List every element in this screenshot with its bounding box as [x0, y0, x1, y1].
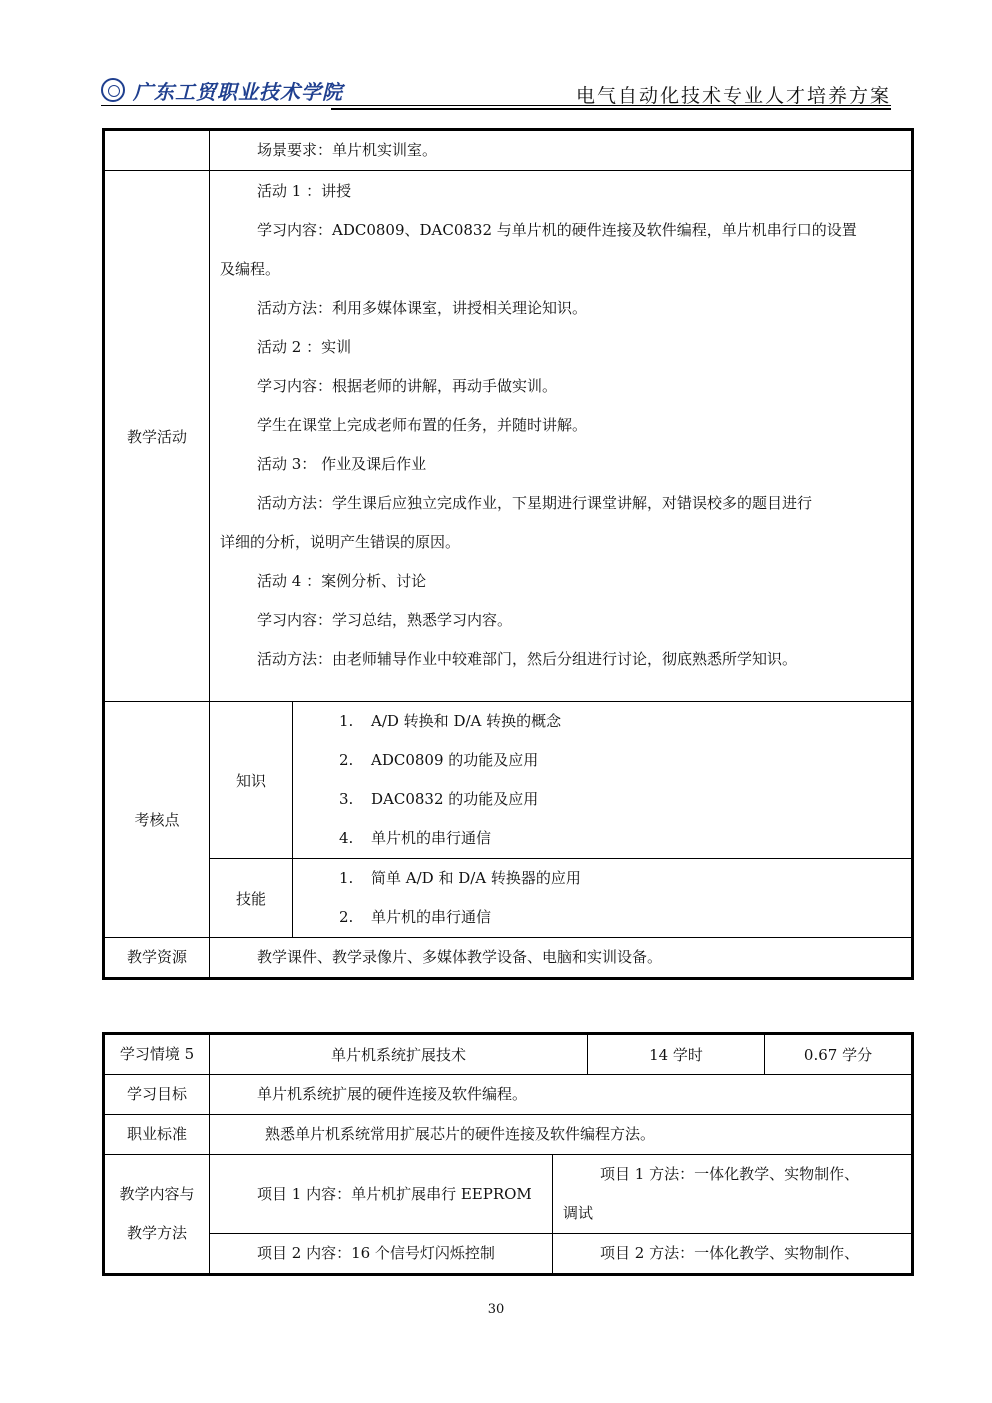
list-item: 1. 简单 A/D 和 D/A 转换器的应用 — [339, 869, 581, 887]
activity-line: 学生在课堂上完成老师布置的任务，并随时讲解。 — [257, 416, 588, 434]
list-item: 2. 单片机的串行通信 — [339, 908, 492, 926]
scene-label-cell — [104, 130, 210, 171]
list-item: 3. DAC0832 的功能及应用 — [339, 790, 539, 808]
item1-method: 项目 1 方法：一体化教学、实物制作、 调试 — [553, 1155, 913, 1234]
hours: 14 学时 — [588, 1034, 765, 1075]
situation-name: 单片机系统扩展技术 — [210, 1034, 588, 1075]
activity-line: 学习内容：根据老师的讲解，再动手做实训。 — [257, 377, 558, 395]
resource-label: 教学资源 — [104, 938, 210, 979]
activity-line: 活动方法：利用多媒体课室，讲授相关理论知识。 — [257, 299, 588, 317]
resource-text: 教学课件、教学录像片、多媒体教学设备、电脑和实训设备。 — [257, 948, 663, 966]
goal-row — [104, 1075, 913, 1115]
teaching-table-continued — [102, 128, 914, 980]
activity-row — [104, 171, 913, 702]
knowledge-list — [293, 702, 913, 859]
standard-label: 职业标准 — [104, 1115, 210, 1155]
situation-label: 学习情境 5 — [104, 1034, 210, 1075]
resource-row — [104, 938, 913, 979]
page-number: 30 — [487, 1302, 505, 1317]
item1-row — [104, 1155, 913, 1234]
knowledge-row — [104, 702, 913, 859]
list-item: 1. A/D 转换和 D/A 转换的概念 — [339, 712, 562, 730]
activity-line: 学习内容：学习总结，熟悉学习内容。 — [257, 611, 513, 629]
credits: 0.67 学分 — [765, 1034, 913, 1075]
activity-line: 活动 4 ：案例分析、讨论 — [257, 572, 427, 590]
header-rule-thin — [101, 105, 891, 106]
situation-header-row — [104, 1034, 913, 1075]
page-header — [101, 70, 891, 110]
item2-row — [104, 1234, 913, 1275]
activity-line: 详细的分析，说明产生错误的原因。 — [220, 533, 461, 551]
school-logo — [101, 74, 343, 106]
list-item: 2. ADC0809 的功能及应用 — [339, 751, 539, 769]
item2-method: 项目 2 方法：一体化教学、实物制作、 — [600, 1244, 860, 1262]
activity-line: 活动 3： 作业及课后作业 — [257, 455, 427, 473]
item1-content: 项目 1 内容：单片机扩展串行 EEPROM — [257, 1184, 532, 1203]
standard-text: 熟悉单片机系统常用扩展芯片的硬件连接及软件编程方法。 — [265, 1125, 656, 1143]
assess-label: 考核点 — [104, 702, 210, 938]
school-seal-icon — [101, 78, 125, 102]
item2-content: 项目 2 内容：16 个信号灯闪烁控制 — [257, 1244, 495, 1262]
list-item: 4. 单片机的串行通信 — [339, 829, 492, 847]
situation-5-table — [102, 1032, 914, 1276]
activity-label: 教学活动 — [104, 171, 210, 702]
activity-content — [210, 171, 913, 702]
scene-row — [104, 130, 913, 171]
activity-line: 活动方法：由老师辅导作业中较难部门，然后分组进行讨论，彻底熟悉所学知识。 — [257, 650, 798, 668]
content-method-label: 教学内容与 教学方法 — [104, 1155, 210, 1275]
skill-label: 技能 — [210, 859, 293, 938]
activity-line: 活动 2 ：实训 — [257, 338, 352, 356]
activity-line: 活动 1 ：讲授 — [257, 182, 352, 200]
skill-list — [293, 859, 913, 938]
knowledge-label: 知识 — [210, 702, 293, 859]
scene-text: 场景要求：单片机实训室。 — [257, 141, 438, 159]
school-name: 广东工贸职业技术学院 — [133, 79, 343, 104]
activity-line: 及编程。 — [220, 260, 281, 278]
standard-row — [104, 1115, 913, 1155]
goal-label: 学习目标 — [104, 1075, 210, 1115]
skill-row — [104, 859, 913, 938]
document-title: 电气自动化技术专业人才培养方案 — [575, 85, 891, 107]
header-rule-thick — [331, 108, 891, 110]
activity-line: 学习内容：ADC0809、DAC0832 与单片机的硬件连接及软件编程，单片机串行口的设置 — [257, 221, 857, 239]
activity-line: 活动方法：学生课后应独立完成作业，下星期进行课堂讲解，对错误校多的题目进行 — [257, 494, 813, 512]
goal-text: 单片机系统扩展的硬件连接及软件编程。 — [257, 1085, 528, 1103]
